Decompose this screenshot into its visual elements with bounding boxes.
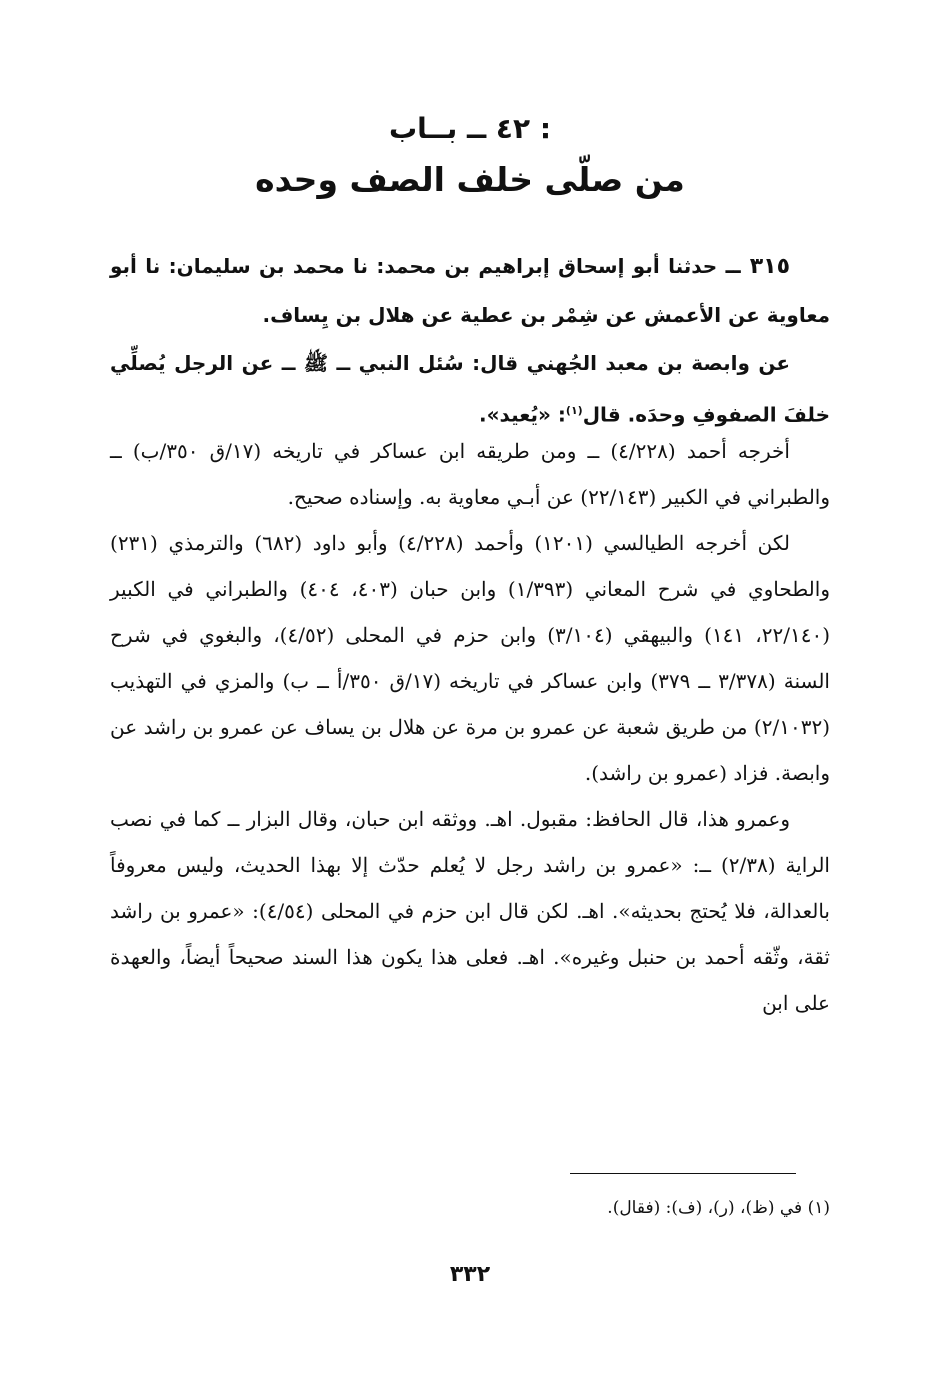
takhrij-paragraph-2: لكن أخرجه الطيالسي (١٢٠١) وأحمد (٤/٢٢٨) وأبو داود (٦٨٢) والترمذي (٢٣١) والطحاوي في شرح المعاني (١/٣٩٣) وابن حبان (٤٠٣، ٤٠٤) والطبراني في الكبير (٢٢/١٤٠، ١٤١) والبيهقي (٣/١٠٤) وابن حزم في المحلى (٤/٥٢)، والبغوي في شرح السنة (٣/٣٧٨ ــ ٣٧٩) وابن عساكر في تاريخه (١٧/ق ٣٥٠/أ ــ ب) والمزي في التهذيب (٢/١٠٣٢) من طريق شعبة عن عمرو بن مرة عن هلال بن يساف عن عمرو بن راشد عن وابصة. فزاد (عمرو بن راشد).	[110, 531, 830, 785]
hadith-matn-end: : «يُعيد».	[479, 402, 566, 427]
hadith-isnad: حدثنا أبو إسحاق إبراهيم بن محمد: نا محمد بن سليمان: نا أبو معاوية عن الأعمش عن شِمْر بن عطية عن هلال بن يِساف.	[110, 254, 830, 327]
hadith-matn: عن وابصة بن معبد الجُهني قال: سُئل النبي ــ ﷺ ــ عن الرجل يُصلِّي خلفَ الصفوفِ وحدَه. قال	[110, 351, 830, 427]
chapter-title: من صلّى خلف الصف وحده	[255, 160, 685, 199]
page-number: ٣٣٢	[449, 1262, 491, 1287]
footnote-marker: (١)	[565, 404, 583, 417]
hadith-isnad-paragraph	[110, 242, 830, 339]
takhrij-block	[110, 428, 830, 1026]
footnote-divider	[570, 1173, 796, 1174]
hadith-matn-paragraph	[110, 339, 830, 439]
chapter-heading: ٤٢ ــ بــاب :	[388, 112, 552, 145]
takhrij-paragraph-3: وعمرو هذا، قال الحافظ: مقبول. اهـ. ووثقه ابن حبان، وقال البزار ــ كما في نصب الراية (٢/٣٨) ــ: «عمرو بن راشد رجل لا يُعلم حدّث إلا بهذا الحديث، وليس معروفاً بالعدالة، فلا يُحتج بحديثه». اهـ. لكن قال ابن حزم في المحلى (٤/٥٤): «عمرو بن راشد ثقة، وثّقه أحمد بن حنبل وغيره». اهـ. فعلى هذا يكون هذا السند صحيحاً أيضاً، والعهدة على ابن	[110, 807, 830, 1015]
footnote: (١) في (ظ)، (ر)، (ف): (فقال).	[607, 1198, 830, 1218]
takhrij-paragraph-1: أخرجه أحمد (٤/٢٢٨) ــ ومن طريقه ابن عساكر في تاريخه (١٧/ق ٣٥٠/ب) ــ والطبراني في الكبير (٢٢/١٤٣) عن أبـي معاوية به. وإسناده صحيح.	[110, 439, 830, 509]
hadith-number: ٣١٥ ــ	[725, 254, 791, 279]
hadith-block	[110, 242, 830, 439]
